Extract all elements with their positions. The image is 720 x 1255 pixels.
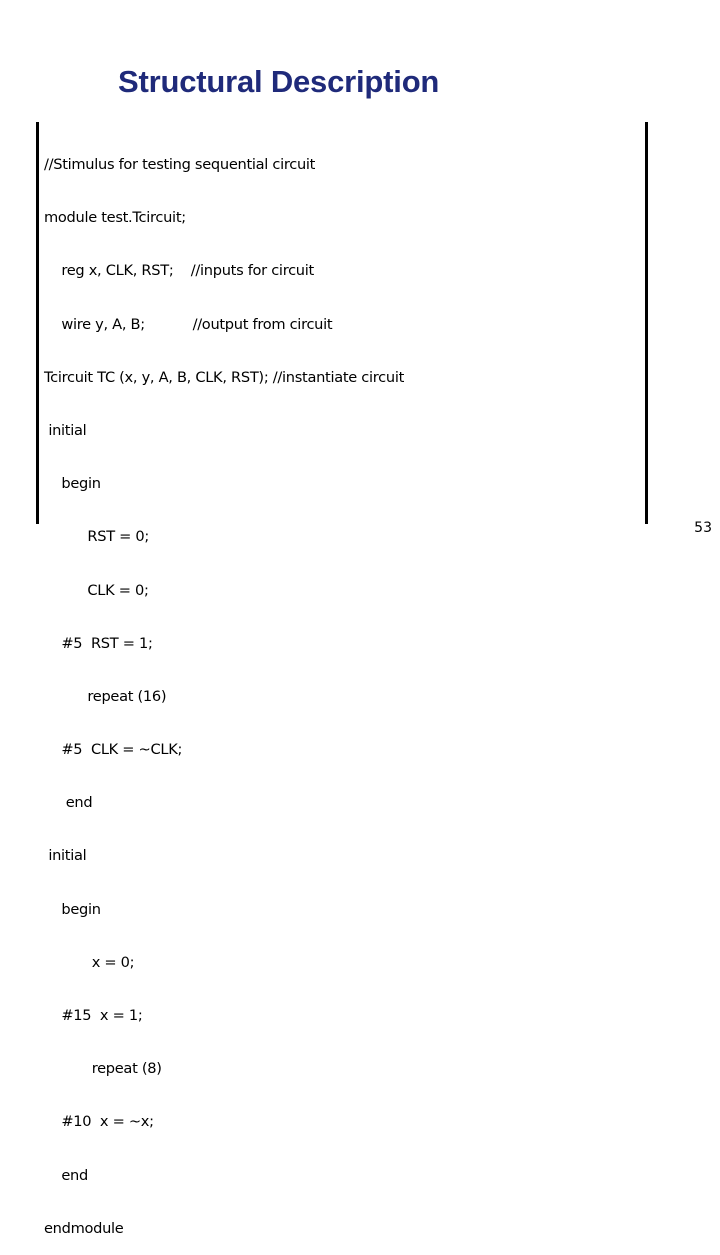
code-line: x = 0; (44, 953, 135, 971)
code-line: endmodule (44, 1219, 124, 1237)
code-line: module test.Tcircuit; (44, 209, 186, 227)
code-line: repeat (8) (44, 1060, 162, 1078)
slide-title: Structural Description (118, 64, 440, 99)
code-line: initial (44, 421, 87, 439)
code-line: wire y, A, B; //output from circuit (44, 315, 333, 333)
code-line: repeat (16) (44, 687, 167, 705)
code-line: #10 x = ~x; (44, 1113, 154, 1131)
code-line: CLK = 0; (44, 581, 149, 599)
code-line: Tcircuit TC (x, y, A, B, CLK, RST); //instantiate circuit (44, 368, 404, 386)
code-line: end (44, 794, 93, 812)
code-line: RST = 0; (44, 528, 150, 546)
code-line: initial (44, 847, 87, 865)
slide-number: 53 (694, 520, 712, 536)
code-line: //Stimulus for testing sequential circuit (44, 156, 316, 173)
code-line: end (44, 1166, 88, 1184)
code-line: #5 CLK = ~CLK; (44, 741, 183, 759)
code-line: reg x, CLK, RST; //inputs for circuit (44, 262, 314, 280)
code-line: begin (44, 900, 101, 918)
code-line: begin (44, 475, 101, 493)
code-block (44, 121, 404, 1255)
code-line: #5 RST = 1; (44, 634, 153, 652)
code-line: #15 x = 1; (44, 1007, 143, 1024)
